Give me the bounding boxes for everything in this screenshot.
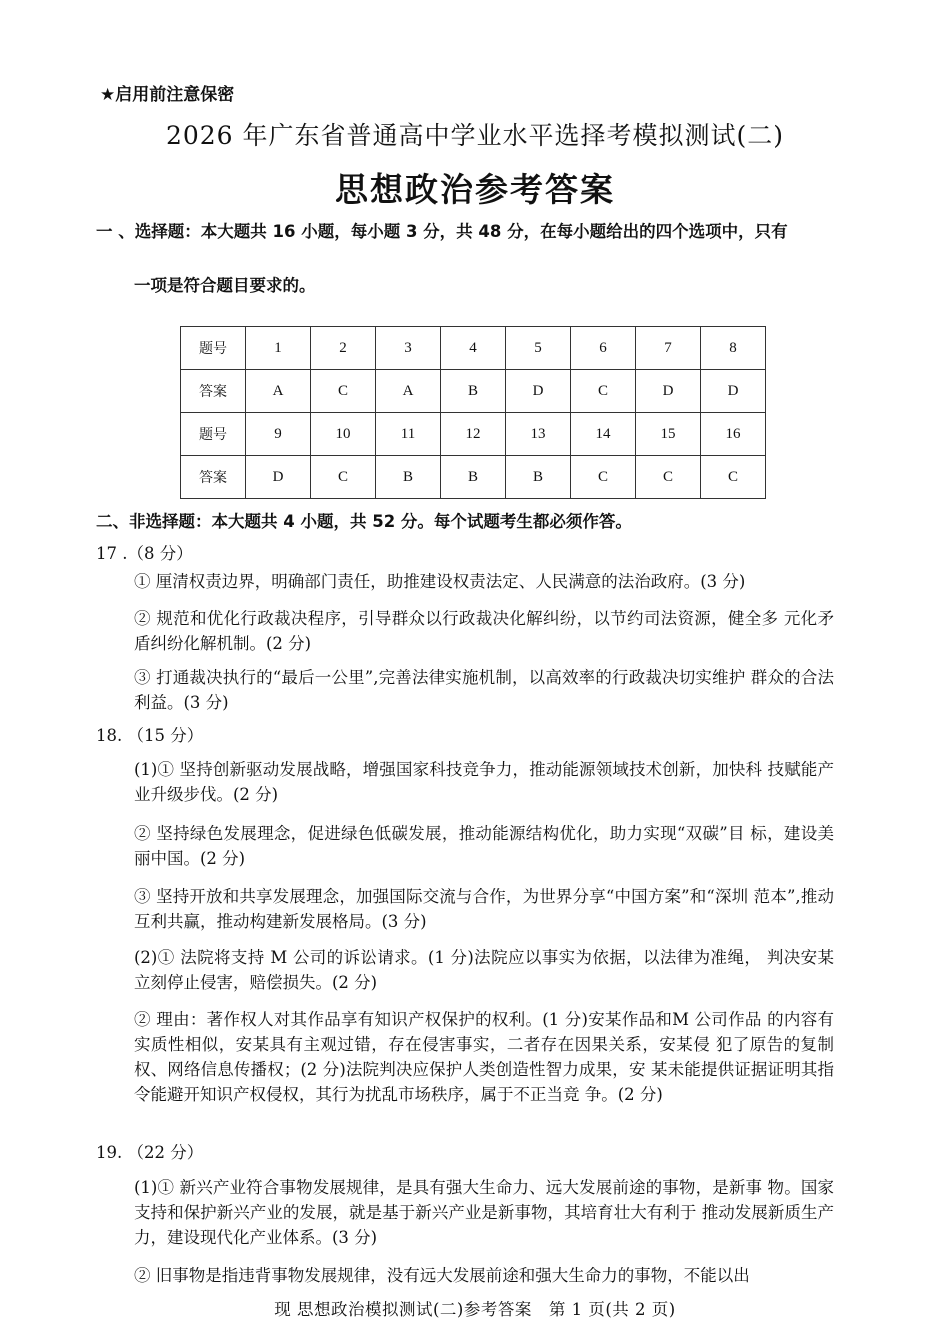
q17-point-1: ① 厘清权责边界，明确部门责任，助推建设权责法定、人民满意的法治政府。(3 分) <box>134 572 746 591</box>
answer-cell: C <box>311 370 376 413</box>
confidential-notice: ★启用前注意保密 <box>100 85 235 105</box>
page-title: 思想政治参考答案 <box>335 170 615 209</box>
question-number-cell: 13 <box>506 413 571 456</box>
question-number-cell: 8 <box>701 327 766 370</box>
q18-point-5: ② 理由：著作权人对其作品享有知识产权保护的权利。(1 分)安某作品和M 公司作品 的内容有实质性相似，安某具有主观过错，存在侵害事实，二者存在因果关系，安某侵 犯了原告的复制权、网络信息传播权；(2 分)法院判决应保护人类创造性智力成果，安 某未能提供证据证明其指令能避开知识产权侵权，其行为扰乱市场秩序，属于不正当竞 争。(2 分) <box>134 1010 834 1104</box>
question-number-cell: 5 <box>506 327 571 370</box>
question-number-cell: 9 <box>246 413 311 456</box>
answer-cell: D <box>636 370 701 413</box>
question-number-cell: 3 <box>376 327 441 370</box>
page-footer: 现 思想政治模拟测试(二)参考答案 第 1 页(共 2 页) <box>274 1300 676 1319</box>
answer-cell: B <box>441 370 506 413</box>
question-number-cell: 14 <box>571 413 636 456</box>
exam-title: 2026 年广东省普通高中学业水平选择考模拟测试(二) <box>165 121 785 150</box>
table-row <box>181 456 766 499</box>
answer-cell: C <box>636 456 701 499</box>
question-18-label: 18. （15 分） <box>96 726 204 745</box>
question-number-cell: 6 <box>571 327 636 370</box>
answer-cell: B <box>441 456 506 499</box>
question-number-cell: 15 <box>636 413 701 456</box>
table-row <box>181 413 766 456</box>
row-label-answer: 答案 <box>181 370 246 413</box>
q17-point-2: ② 规范和优化行政裁决程序，引导群众以行政裁决化解纠纷，以节约司法资源，健全多 元化矛盾纠纷化解机制。(2 分) <box>134 609 834 653</box>
question-number-cell: 10 <box>311 413 376 456</box>
question-number-cell: 4 <box>441 327 506 370</box>
row-label-number: 题号 <box>181 327 246 370</box>
section2-heading: 二、非选择题：本大题共 4 小题，共 52 分。每个试题考生都必须作答。 <box>96 512 632 531</box>
q17-point-3: ③ 打通裁决执行的“最后一公里”,完善法律实施机制，以高效率的行政裁决切实维护 群众的合法利益。(3 分) <box>134 668 834 712</box>
answer-cell: A <box>246 370 311 413</box>
answer-cell: B <box>376 456 441 499</box>
answer-cell: A <box>376 370 441 413</box>
q18-point-3: ③ 坚持开放和共享发展理念，加强国际交流与合作，为世界分享“中国方案”和“深圳 范本”,推动互利共赢，推动构建新发展格局。(3 分) <box>134 887 834 931</box>
q19-point-2: ② 旧事物是指违背事物发展规律，没有远大发展前途和强大生命力的事物，不能以出 <box>134 1266 750 1285</box>
question-17-label: 17 .（8 分） <box>96 544 193 563</box>
answer-cell: C <box>311 456 376 499</box>
question-number-cell: 1 <box>246 327 311 370</box>
question-number-cell: 7 <box>636 327 701 370</box>
answer-cell: D <box>701 370 766 413</box>
question-number-cell: 12 <box>441 413 506 456</box>
question-number-cell: 16 <box>701 413 766 456</box>
answer-cell: C <box>571 370 636 413</box>
question-number-cell: 2 <box>311 327 376 370</box>
row-label-answer: 答案 <box>181 456 246 499</box>
q18-point-4: (2)① 法院将支持 M 公司的诉讼请求。(1 分)法院应以事实为依据，以法律为准绳， 判决安某立刻停止侵害，赔偿损失。(2 分) <box>134 948 834 992</box>
section1-heading: 一 、选择题：本大题共 16 小题，每小题 3 分，共 48 分，在每小题给出的四个选项中，只有 <box>96 222 788 241</box>
q18-point-1: (1)① 坚持创新驱动发展战略，增强国家科技竞争力，推动能源领域技术创新，加快科 技赋能产业升级步伐。(2 分) <box>134 760 834 804</box>
section1-heading-cont: 一项是符合题目要求的。 <box>134 276 316 295</box>
q19-point-1: (1)① 新兴产业符合事物发展规律，是具有强大生命力、远大发展前途的事物，是新事 物。国家支持和保护新兴产业的发展，就是基于新兴产业是新事物，其培育壮大有利于 推动发展新质生产力，建设现代化产业体系。(3 分) <box>134 1178 834 1247</box>
table-row <box>181 370 766 413</box>
answer-cell: C <box>571 456 636 499</box>
question-19-label: 19. （22 分） <box>96 1143 204 1162</box>
row-label-number: 题号 <box>181 413 246 456</box>
answer-cell: B <box>506 456 571 499</box>
answer-table <box>180 326 766 499</box>
question-number-cell: 11 <box>376 413 441 456</box>
answer-cell: C <box>701 456 766 499</box>
answer-cell: D <box>246 456 311 499</box>
q18-point-2: ② 坚持绿色发展理念，促进绿色低碳发展，推动能源结构优化，助力实现“双碳”目 标，建设美丽中国。(2 分) <box>134 824 834 868</box>
answer-cell: D <box>506 370 571 413</box>
table-row <box>181 327 766 370</box>
